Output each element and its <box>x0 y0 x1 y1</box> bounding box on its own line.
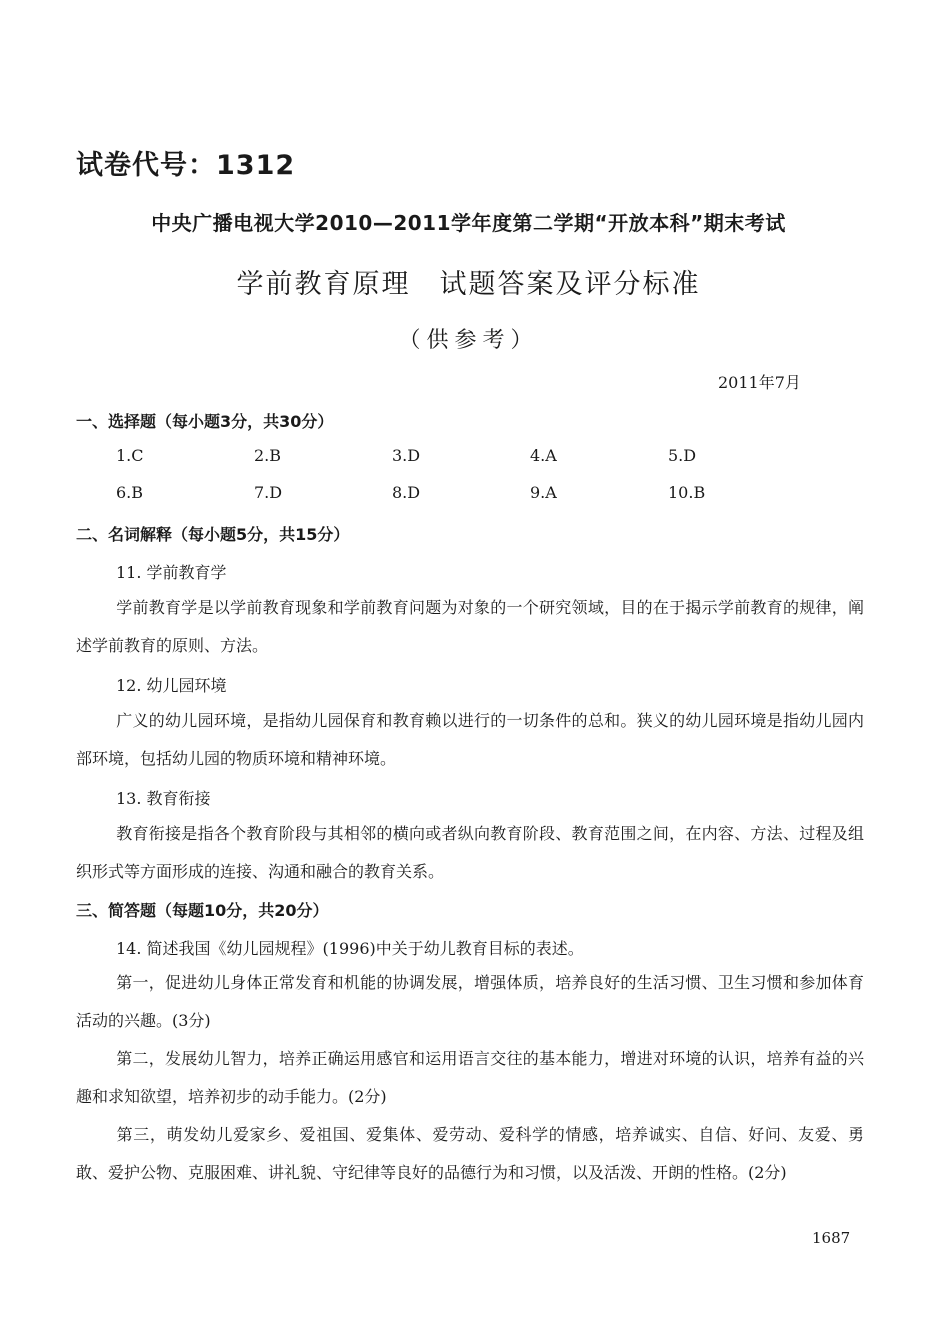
answer-3: 3.D <box>392 446 421 465</box>
reference-note: （供参考） <box>398 328 539 353</box>
term-answer-11-text: 学前教育学是以学前教育现象和学前教育问题为对象的一个研究领域，目的在于揭示学前教育的规律，阐述学前教育的原则、方法。 <box>76 598 864 655</box>
term-title-12: 12. 幼儿园环境 <box>116 676 227 695</box>
term-answer-12-text: 广义的幼儿园环境，是指幼儿园保育和教育赖以进行的一切条件的总和。狭义的幼儿园环境是指幼儿园内部环境，包括幼儿园的物质环境和精神环境。 <box>76 711 864 768</box>
answer-5: 5.D <box>668 446 697 465</box>
answer-9: 9.A <box>530 483 557 502</box>
answer-point-1 <box>76 964 864 1040</box>
answer-8: 8.D <box>392 483 421 502</box>
answer-point-3 <box>76 1116 864 1192</box>
term-answer-11 <box>76 589 864 665</box>
section-heading-short-answer: 三、简答题（每题10分，共20分） <box>76 901 329 920</box>
question-14: 14. 简述我国《幼儿园规程》(1996)中关于幼儿教育目标的表述。 <box>116 939 584 958</box>
term-title-13: 13. 教育衔接 <box>116 789 211 808</box>
answer-point-2-text: 第二，发展幼儿智力，培养正确运用感官和运用语言交往的基本能力，增进对环境的认识，培养有益的兴趣和求知欲望，培养初步的动手能力。(2分) <box>76 1049 864 1106</box>
answer-point-3-text: 第三，萌发幼儿爱家乡、爱祖国、爱集体、爱劳动、爱科学的情感，培养诚实、自信、好问、友爱、勇敢、爱护公物、克服困难、讲礼貌、守纪律等良好的品德行为和习惯，以及活泼、开朗的性格。(2分) <box>76 1125 864 1182</box>
subject-title: 学前教育原理 试题答案及评分标准 <box>236 269 701 300</box>
paper-code: 试卷代号：1312 <box>76 150 296 181</box>
section-heading-terms: 二、名词解释（每小题5分，共15分） <box>76 525 350 544</box>
term-answer-13-text: 教育衔接是指各个教育阶段与其相邻的横向或者纵向教育阶段、教育范围之间，在内容、方法、过程及组织形式等方面形成的连接、沟通和融合的教育关系。 <box>76 824 864 881</box>
exam-title: 中央广播电视大学2010—2011学年度第二学期“开放本科”期末考试 <box>151 211 786 235</box>
answer-2: 2.B <box>254 446 282 465</box>
term-answer-13 <box>76 815 864 891</box>
answer-6: 6.B <box>116 483 144 502</box>
exam-date: 2011年7月 <box>718 373 801 392</box>
answer-1: 1.C <box>116 446 144 465</box>
page-number: 1687 <box>812 1229 851 1247</box>
section-heading-choice: 一、选择题（每小题3分，共30分） <box>76 412 334 431</box>
answer-4: 4.A <box>530 446 557 465</box>
term-title-11: 11. 学前教育学 <box>116 563 227 582</box>
answer-7: 7.D <box>254 483 283 502</box>
term-answer-12 <box>76 702 864 778</box>
answer-point-2 <box>76 1040 864 1116</box>
answer-point-1-text: 第一，促进幼儿身体正常发育和机能的协调发展，增强体质，培养良好的生活习惯、卫生习惯和参加体育活动的兴趣。(3分) <box>76 973 864 1030</box>
answer-10: 10.B <box>668 483 706 502</box>
